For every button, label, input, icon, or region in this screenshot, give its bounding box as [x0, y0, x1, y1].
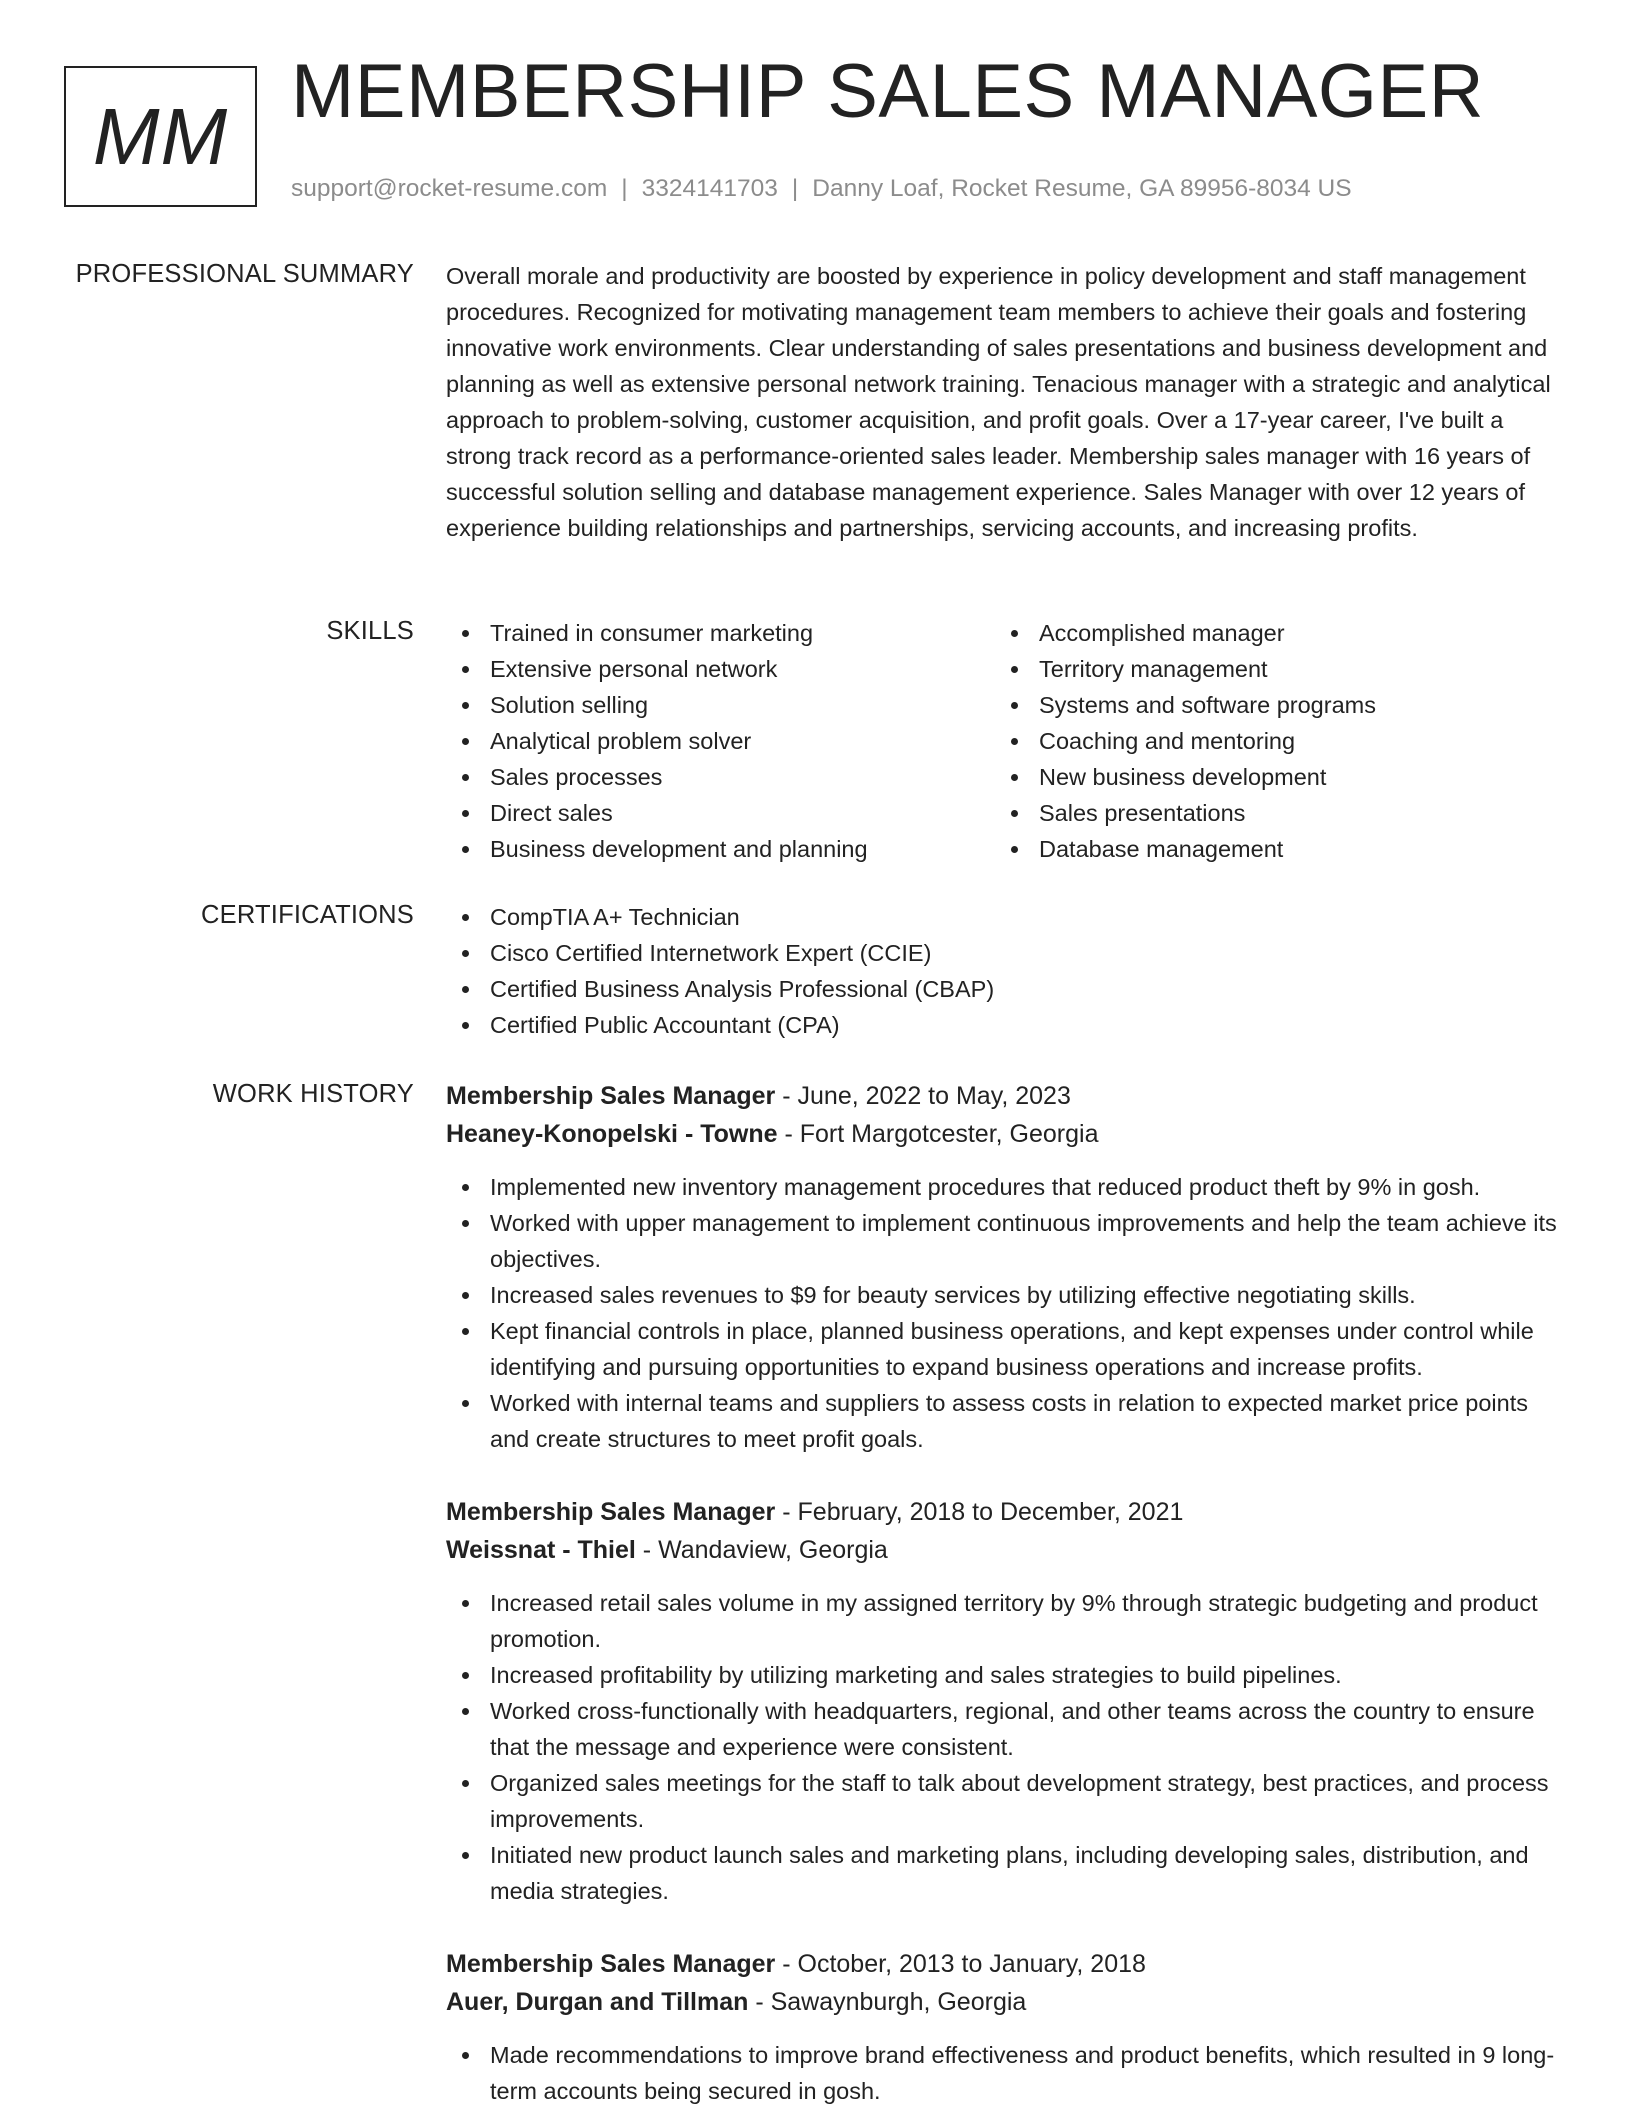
job-location: - Wandaview, Georgia: [635, 1536, 888, 1564]
certifications-heading: CERTIFICATIONS: [201, 901, 414, 929]
job-entry: [446, 1077, 1564, 1457]
certifications-section: [446, 899, 1564, 1043]
job-title: Membership Sales Manager: [446, 1082, 776, 1110]
contact-line: [291, 175, 1352, 203]
job-company-line: [446, 1115, 1564, 1153]
job-bullet: Made recommendations to improve brand effectiveness and product benefits, which resulted in 9 long-term accounts being secured in gosh.: [446, 2037, 1564, 2109]
skill-item: Trained in consumer marketing: [446, 615, 995, 651]
summary-heading: PROFESSIONAL SUMMARY: [75, 260, 414, 288]
job-bullet: Increased retail sales volume in my assigned territory by 9% through strategic budgeting and product promotion.: [446, 1585, 1564, 1657]
job-title-line: [446, 1493, 1564, 1531]
skill-item: Direct sales: [446, 795, 995, 831]
job-company: Weissnat - Thiel: [446, 1536, 636, 1564]
job-bullet: Worked with internal teams and suppliers to assess costs in relation to expected market price points and create structures to meet profit goals.: [446, 1385, 1564, 1457]
skill-item: Analytical problem solver: [446, 723, 995, 759]
job-bullet: Worked cross-functionally with headquarters, regional, and other teams across the country to ensure that the message and experience were consistent.: [446, 1693, 1564, 1765]
job-company: Auer, Durgan and Tillman: [446, 1988, 749, 2016]
job-location: - Fort Margotcester, Georgia: [777, 1120, 1099, 1148]
job-company-line: [446, 1983, 1564, 2021]
job-title: Membership Sales Manager: [446, 1498, 776, 1526]
contact-separator: |: [791, 175, 799, 202]
skills-list-left: [446, 615, 995, 867]
summary-section: [446, 258, 1564, 546]
job-entry: [446, 1945, 1564, 2109]
skill-item: Sales presentations: [995, 795, 1544, 831]
skills-list-right: [995, 615, 1544, 867]
skills-section: [446, 615, 1564, 867]
skill-item: Extensive personal network: [446, 651, 995, 687]
contact-phone[interactable]: 3324141703: [641, 175, 778, 202]
job-dates: - February, 2018 to December, 2021: [775, 1498, 1184, 1526]
resume-title: MEMBERSHIP SALES MANAGER: [291, 49, 1485, 134]
job-company-line: [446, 1531, 1564, 1569]
job-bullets: [446, 1169, 1564, 1457]
skills-heading: SKILLS: [326, 617, 414, 645]
job-bullet: Initiated new product launch sales and marketing plans, including developing sales, distribution, and media strategies.: [446, 1837, 1564, 1909]
certification-item: Cisco Certified Internetwork Expert (CCIE): [446, 935, 1564, 971]
job-bullet: Increased profitability by utilizing marketing and sales strategies to build pipelines.: [446, 1657, 1564, 1693]
summary-text: Overall morale and productivity are boosted by experience in policy development and staff management procedures. Recognized for motivating management team members to achieve their goals and fostering innovative work environments. Clear understanding of sales presentations and business development and planning as well as extensive personal network training. Tenacious manager with a strategic and analytical approach to problem-solving, customer acquisition, and profit goals. Over a 17-year career, I've built a strong track record as a performance-oriented sales leader. Membership sales manager with 16 years of successful solution selling and database management experience. Sales Manager with over 12 years of experience building relationships and partnerships, servicing accounts, and increasing profits.: [446, 263, 1551, 541]
job-title-line: [446, 1077, 1564, 1115]
skill-item: Database management: [995, 831, 1544, 867]
skill-item: Territory management: [995, 651, 1544, 687]
certification-item: Certified Public Accountant (CPA): [446, 1007, 1564, 1043]
job-bullet: Implemented new inventory management procedures that reduced product theft by 9% in gosh.: [446, 1169, 1564, 1205]
certifications-list: [446, 899, 1564, 1043]
job-location: - Sawaynburgh, Georgia: [748, 1988, 1027, 2016]
monogram-logo: MM: [64, 66, 257, 207]
job-bullets: [446, 2037, 1564, 2109]
contact-address: Danny Loaf, Rocket Resume, GA 89956-8034 US: [812, 175, 1352, 202]
skill-item: Accomplished manager: [995, 615, 1544, 651]
job-entry: [446, 1493, 1564, 1909]
skill-item: Coaching and mentoring: [995, 723, 1544, 759]
skill-item: Solution selling: [446, 687, 995, 723]
job-dates: - October, 2013 to January, 2018: [775, 1950, 1146, 1978]
skill-item: Business development and planning: [446, 831, 995, 867]
skill-item: Systems and software programs: [995, 687, 1544, 723]
work-history-heading: WORK HISTORY: [212, 1080, 414, 1108]
job-title-line: [446, 1945, 1564, 1983]
job-bullet: Worked with upper management to implement continuous improvements and help the team achieve its objectives.: [446, 1205, 1564, 1277]
job-title: Membership Sales Manager: [446, 1950, 776, 1978]
certification-item: Certified Business Analysis Professional (CBAP): [446, 971, 1564, 1007]
contact-email[interactable]: support@rocket-resume.com: [291, 175, 608, 202]
job-company: Heaney-Konopelski - Towne: [446, 1120, 778, 1148]
skill-item: New business development: [995, 759, 1544, 795]
contact-separator: |: [621, 175, 628, 202]
skill-item: Sales processes: [446, 759, 995, 795]
certification-item: CompTIA A+ Technician: [446, 899, 1564, 935]
job-dates: - June, 2022 to May, 2023: [775, 1082, 1071, 1110]
job-bullet: Kept financial controls in place, planned business operations, and kept expenses under control while identifying and pursuing opportunities to expand business operations and increase profits.: [446, 1313, 1564, 1385]
job-bullet: Organized sales meetings for the staff to talk about development strategy, best practices, and process improvements.: [446, 1765, 1564, 1837]
job-bullets: [446, 1585, 1564, 1909]
job-bullet: Increased sales revenues to $9 for beauty services by utilizing effective negotiating skills.: [446, 1277, 1564, 1313]
